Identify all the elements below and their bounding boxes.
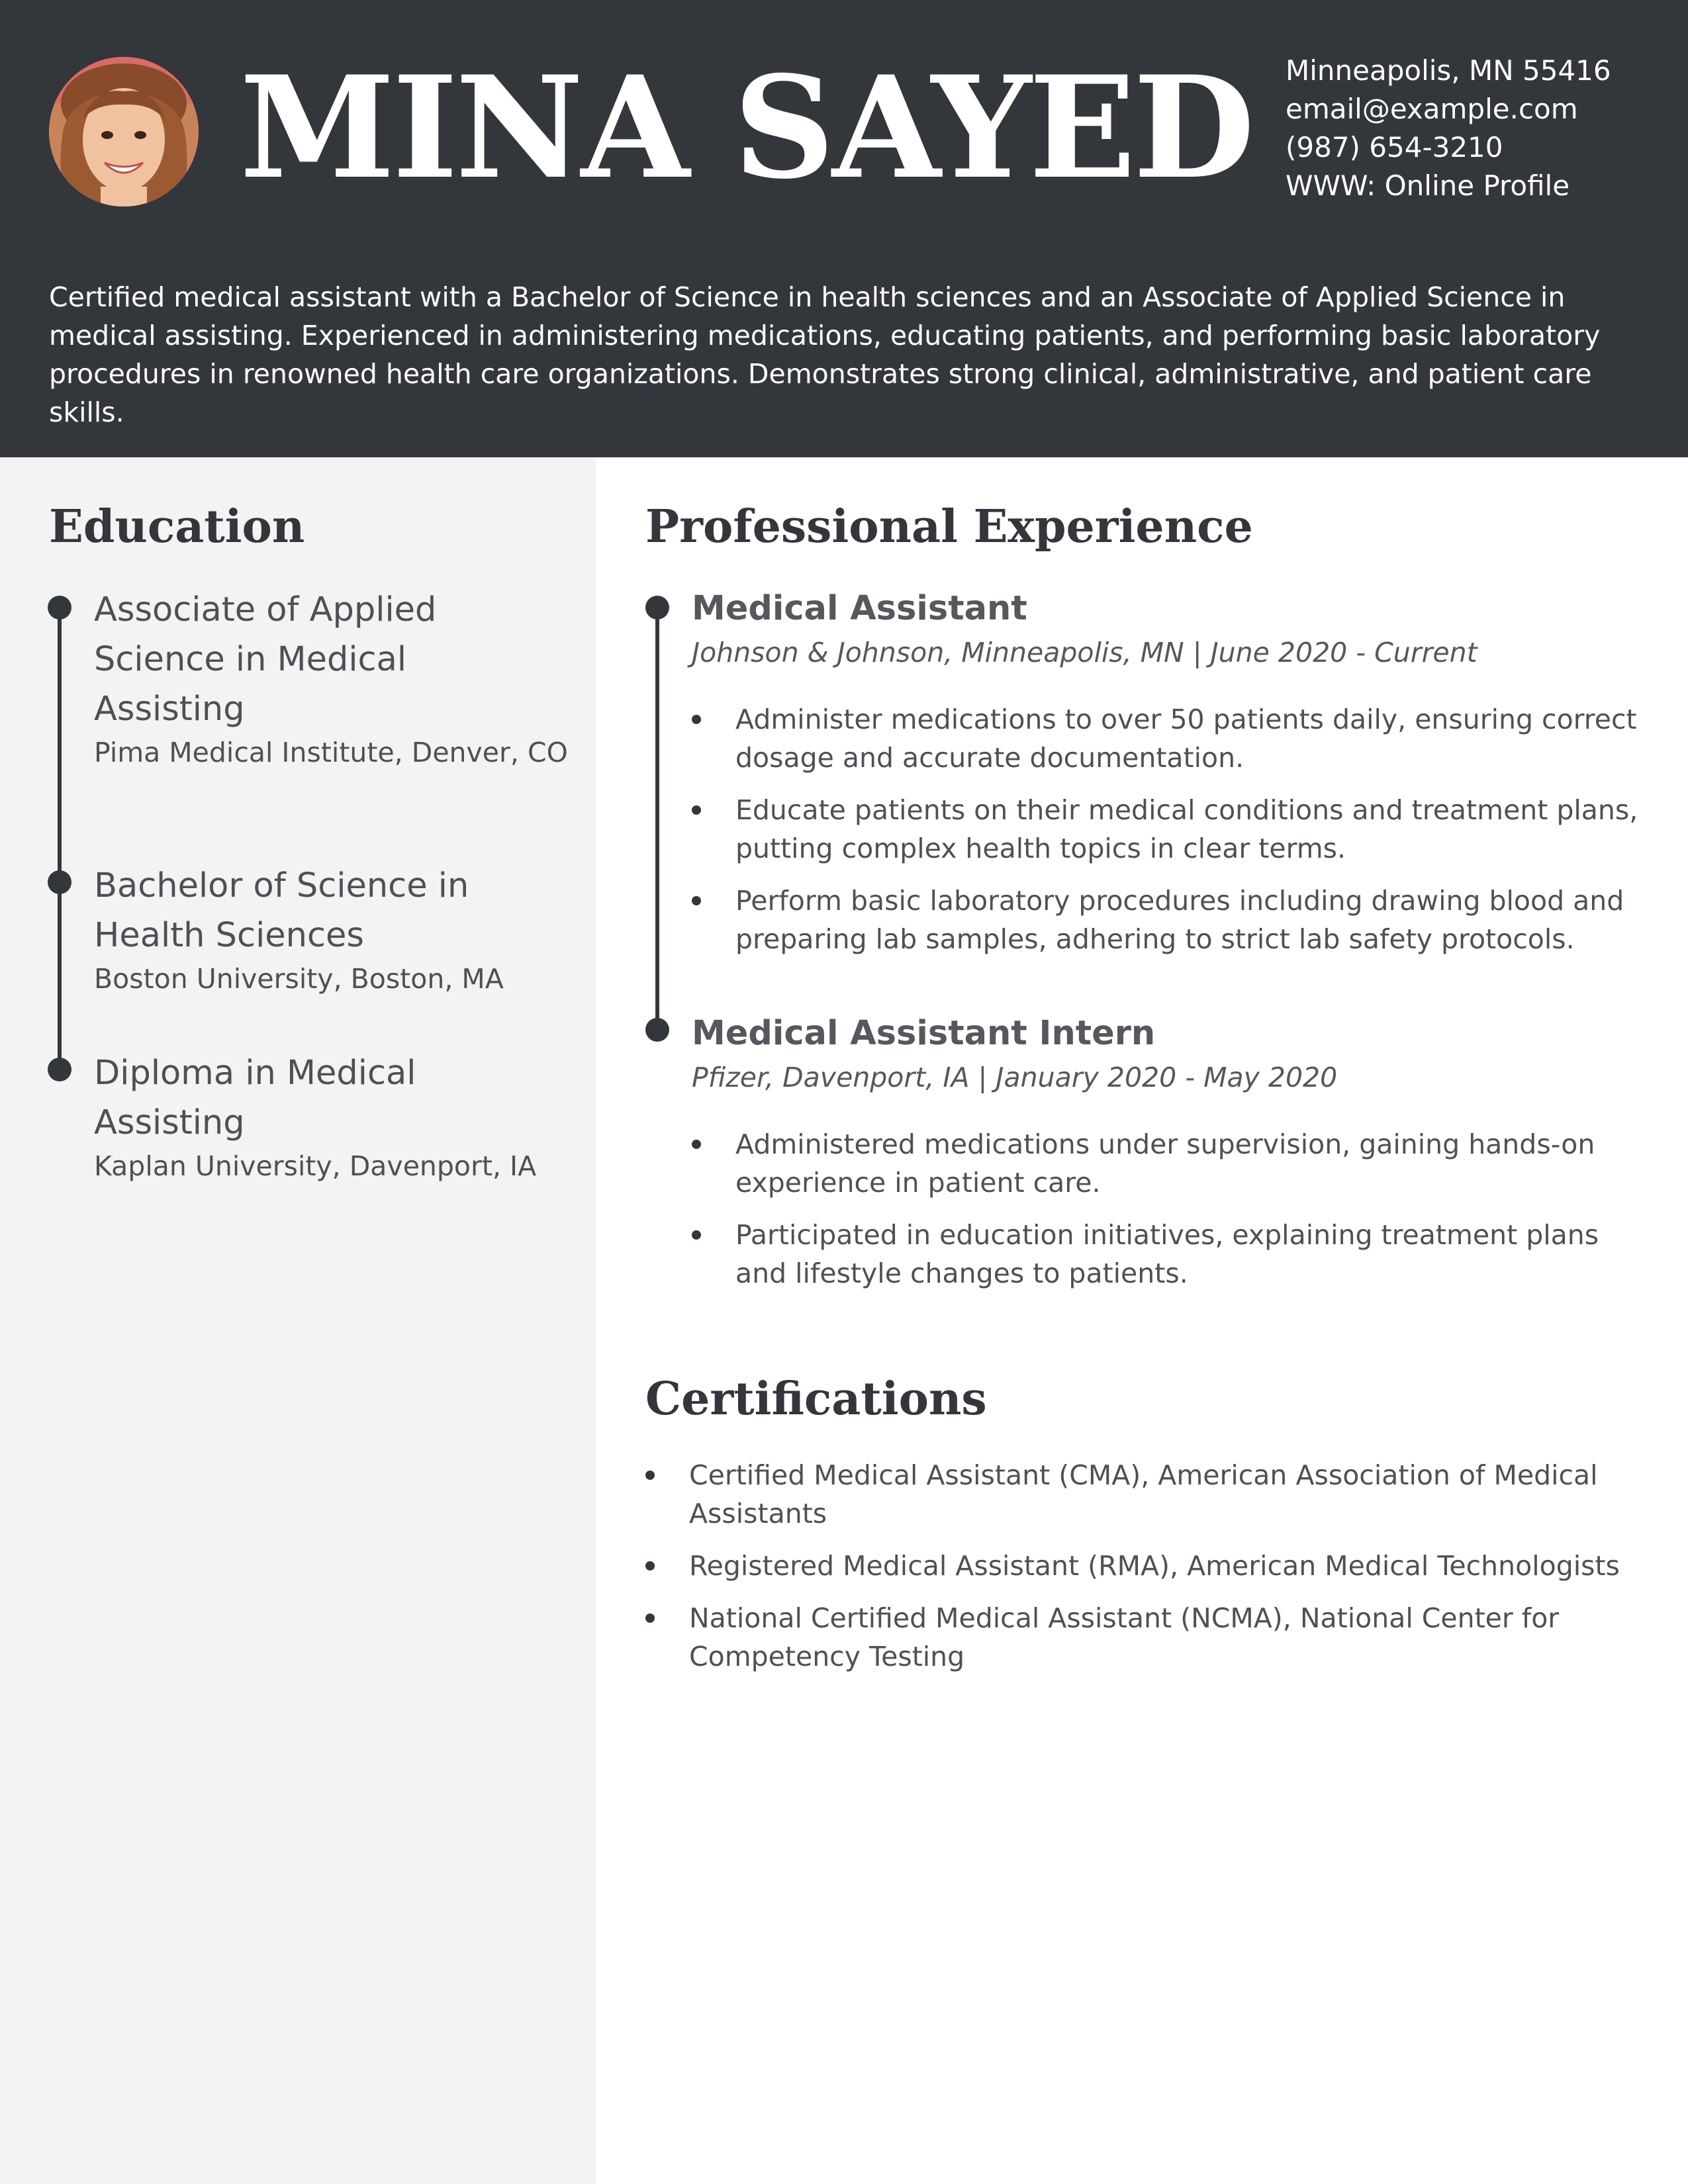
education-degree: Bachelor of Science in Health Sciences [94,866,469,955]
job-bullets [692,700,1652,972]
contact-email[interactable]: email@example.com [1286,93,1578,125]
education-degree: Diploma in Medical Assisting [94,1054,416,1142]
list-item [692,700,1652,777]
professional-summary: Certified medical assistant with a Bachelor of Science in health sciences and an Associate of Applied Science in medical assisting. Experienced in administering medications, educating patients, and performing basic laboratory procedures in renowned health care organizations. Demonstrates strong clinical, administrative, and patient care skills. [49,281,1601,428]
contact-phone[interactable]: (987) 654-3210 [1286,131,1503,163]
bullet-icon [692,805,701,815]
resume-header [0,0,1688,457]
job-title: Medical Assistant [692,589,1027,628]
bullet-text: Administer medications to over 50 patients daily, ensuring correct dosage and accurate documentation. [735,704,1637,774]
bullet-icon [692,896,701,905]
bullet-icon [645,1471,655,1480]
contact-website[interactable]: WWW: Online Profile [1286,169,1570,202]
certification-text: Certified Medical Assistant (CMA), American Association of Medical Assistants [689,1459,1598,1529]
list-item [645,1599,1652,1676]
list-item [692,1216,1652,1293]
list-item [692,882,1652,958]
education-heading: Education [49,500,305,553]
experience-heading: Professional Experience [645,500,1253,553]
timeline-dot [645,1018,669,1042]
contact-address: Minneapolis, MN 55416 [1286,54,1611,87]
profile-photo-image [49,57,199,206]
bullet-text: Educate patients on their medical conditions and treatment plans, putting complex health topics in clear terms. [735,794,1638,864]
list-item [645,1547,1652,1585]
education-degree: Associate of Applied Science in Medical Assisting [94,590,437,729]
bullet-icon [645,1614,655,1623]
timeline-dot [48,870,71,894]
bullet-icon [692,715,701,724]
job-bullets [692,1125,1652,1306]
certifications-heading: Certifications [645,1373,987,1426]
experience-timeline [655,608,659,1030]
list-item [645,1456,1652,1533]
certifications-list [645,1456,1652,1690]
education-school: Pima Medical Institute, Denver, CO [94,737,568,768]
education-timeline [58,608,62,1071]
job-title: Medical Assistant Intern [692,1014,1156,1053]
bullet-text: Perform basic laboratory procedures including drawing blood and preparing lab samples, adhering to strict lab safety protocols. [735,885,1624,955]
timeline-dot [48,1058,71,1081]
bullet-text: Participated in education initiatives, explaining treatment plans and lifestyle changes to patients. [735,1219,1599,1289]
bullet-icon [692,1230,701,1240]
certification-text: Registered Medical Assistant (RMA), American Medical Technologists [689,1550,1620,1582]
timeline-dot [645,596,669,619]
certification-text: National Certified Medical Assistant (NCMA), National Center for Competency Testing [689,1602,1560,1672]
contact-info [1286,52,1656,205]
education-school: Boston University, Boston, MA [94,963,504,995]
bullet-icon [692,1140,701,1149]
bullet-icon [645,1561,655,1570]
profile-photo [49,57,199,206]
timeline-dot [48,596,71,619]
candidate-name: MINA SAYED [240,45,1252,210]
bullet-text: Administered medications under supervision, gaining hands-on experience in patient care. [735,1128,1595,1199]
list-item [692,791,1652,868]
list-item [692,1125,1652,1202]
job-meta: Johnson & Johnson, Minneapolis, MN | June 2020 - Current [692,637,1477,668]
job-meta: Pfizer, Davenport, IA | January 2020 - May 2020 [692,1062,1338,1093]
education-school: Kaplan University, Davenport, IA [94,1150,537,1182]
